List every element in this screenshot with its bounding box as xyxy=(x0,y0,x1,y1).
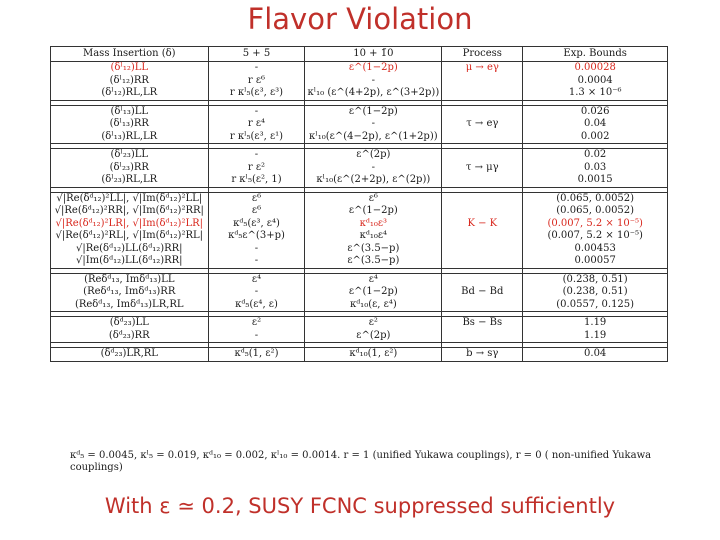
cell-process xyxy=(442,205,523,218)
cell-5-5bar: κᵈ₅(1, ε²) xyxy=(209,348,306,361)
cell-process xyxy=(442,174,523,187)
cell-mass-insertion: (δˡ₁₃)RR xyxy=(51,118,209,131)
table-row xyxy=(51,299,667,312)
cell-10-10bar: κᵈ₁₀(1, ε²) xyxy=(305,348,442,361)
cell-mass-insertion: √|Re(δᵈ₁₂)²LR|, √|Im(δᵈ₁₂)²LR| xyxy=(51,218,209,231)
cell-5-5bar: ε⁴ xyxy=(209,274,306,287)
cell-mass-insertion: (δᵈ₂₃)LL xyxy=(51,317,209,330)
cell-process: b → sγ xyxy=(442,348,523,361)
cell-mass-insertion: (δˡ₁₂)RL,LR xyxy=(51,87,209,100)
cell-10-10bar: κˡ₁₀ (ε^(4+2p), ε^(3+2p)) xyxy=(305,87,442,100)
cell-exp-bound: 0.00453 xyxy=(574,242,616,254)
cell-5-5bar: κᵈ₅(ε³, ε⁴) xyxy=(209,218,306,231)
conclusion-text: With ε ≃ 0.2, SUSY FCNC suppressed sufficiently xyxy=(104,494,616,518)
cell-exp-bound: 0.002 xyxy=(580,130,610,142)
flavor-table xyxy=(50,46,668,362)
table-row xyxy=(51,131,667,144)
cell-10-10bar: κᵈ₁₀(ε, ε⁴) xyxy=(305,299,442,312)
cell-10-10bar: ε^(1−2p) xyxy=(305,286,442,299)
cell-exp-bound: (0.238, 0.51) xyxy=(562,286,628,297)
cell-10-10bar: ε^(1−2p) xyxy=(305,205,442,218)
cell-exp-bound: (0.238, 0.51) xyxy=(562,273,628,285)
cell-exp-bound: 1.3 × 10⁻⁶ xyxy=(568,87,622,98)
cell-exp-bound: 0.0004 xyxy=(577,74,613,86)
table-row xyxy=(51,274,667,287)
cell-process xyxy=(442,87,523,100)
cell-mass-insertion: (δˡ₁₃)RL,LR xyxy=(51,131,209,144)
table-row xyxy=(51,118,667,131)
cell-5-5bar: ε⁶ xyxy=(209,205,306,218)
cell-process: τ → eγ xyxy=(442,118,523,131)
table-header-row xyxy=(51,47,667,62)
header-5-5bar: 5 + 5̄ xyxy=(209,47,306,62)
cell-mass-insertion: (δᵈ₂₃)LR,RL xyxy=(51,348,209,361)
cell-mass-insertion: (δˡ₂₃)RL,LR xyxy=(51,174,209,187)
cell-mass-insertion: (Reδᵈ₁₃, Imδᵈ₁₃)RR xyxy=(51,286,209,299)
slide-title: Flavor Violation xyxy=(247,2,473,36)
cell-mass-insertion: (δˡ₁₃)LL xyxy=(51,106,209,119)
cell-mass-insertion: √|Re(δᵈ₁₂)²LL|, √|Im(δᵈ₁₂)²LL| xyxy=(51,193,209,206)
cell-10-10bar: ε^(1−2p) xyxy=(305,62,442,75)
table-row xyxy=(51,62,667,75)
cell-10-10bar: - xyxy=(305,75,442,88)
cell-5-5bar: - xyxy=(209,255,306,268)
cell-process xyxy=(442,149,523,162)
cell-exp-bound: 0.026 xyxy=(580,105,610,117)
header-process: Process xyxy=(442,47,523,62)
cell-5-5bar: - xyxy=(209,149,306,162)
cell-10-10bar: ε² xyxy=(305,317,442,330)
cell-10-10bar: ε^(3.5−p) xyxy=(305,255,442,268)
footnote: κᵈ₅ = 0.0045, κˡ₅ = 0.019, κᵈ₁₀ = 0.002, κˡ₁₀ = 0.0014. r = 1 (unified Yukawa couplings), r = 0 ( non-unified Yukawa couplings) xyxy=(70,450,652,473)
cell-10-10bar: κᵈ₁₀ε³ xyxy=(305,218,442,231)
cell-exp-bound: 0.02 xyxy=(584,149,607,160)
cell-mass-insertion: (Reδᵈ₁₃, Imδᵈ₁₃)LL xyxy=(51,274,209,287)
cell-mass-insertion: (δˡ₂₃)RR xyxy=(51,162,209,175)
table-row xyxy=(51,75,667,88)
header-exp-bounds: Exp. Bounds xyxy=(523,47,667,62)
cell-exp-bound: 0.04 xyxy=(584,118,607,129)
cell-exp-bound: (0.065, 0.0052) xyxy=(556,192,635,204)
cell-process xyxy=(442,299,523,312)
header-mass-insertion: Mass Insertion (δ) xyxy=(51,47,209,62)
cell-exp-bound: 0.0015 xyxy=(577,174,613,185)
cell-process: μ → eγ xyxy=(442,62,523,75)
table-row xyxy=(51,230,667,243)
cell-5-5bar: r ε² xyxy=(209,162,306,175)
cell-mass-insertion: √|Re(δᵈ₁₂)²RR|, √|Im(δᵈ₁₂)²RR| xyxy=(51,205,209,218)
cell-process xyxy=(442,243,523,256)
cell-10-10bar: ε^(1−2p) xyxy=(305,106,442,119)
cell-process xyxy=(442,274,523,287)
cell-10-10bar: ε^(2p) xyxy=(305,149,442,162)
cell-exp-bound: (0.0557, 0.125) xyxy=(556,298,635,310)
cell-mass-insertion: (δˡ₂₃)LL xyxy=(51,149,209,162)
cell-exp-bound: 0.04 xyxy=(584,348,607,359)
table-row xyxy=(51,317,667,330)
cell-5-5bar: ε⁶ xyxy=(209,193,306,206)
table-row xyxy=(51,174,667,187)
cell-5-5bar: - xyxy=(209,106,306,119)
cell-process: Bs − B̄s xyxy=(442,317,523,330)
table-row xyxy=(51,243,667,256)
cell-10-10bar: ε⁶ xyxy=(305,193,442,206)
cell-5-5bar: r ε⁶ xyxy=(209,75,306,88)
cell-5-5bar: r κˡ₅(ε³, ε³) xyxy=(209,87,306,100)
cell-exp-bound: 0.03 xyxy=(584,161,607,173)
cell-process xyxy=(442,131,523,144)
cell-5-5bar: - xyxy=(209,330,306,343)
table-row xyxy=(51,205,667,218)
cell-10-10bar: κˡ₁₀(ε^(4−2p), ε^(1+2p)) xyxy=(305,131,442,144)
table-row xyxy=(51,255,667,268)
table-row xyxy=(51,218,667,231)
cell-process xyxy=(442,255,523,268)
cell-mass-insertion: (Reδᵈ₁₃, Imδᵈ₁₃)LR,RL xyxy=(51,299,209,312)
cell-10-10bar: κᵈ₁₀ε⁴ xyxy=(305,230,442,243)
cell-process xyxy=(442,193,523,206)
cell-process: Bd − B̄d xyxy=(442,286,523,299)
cell-5-5bar: κᵈ₅ε^(3+p) xyxy=(209,230,306,243)
cell-10-10bar: ε^(2p) xyxy=(305,330,442,343)
cell-process xyxy=(442,230,523,243)
table-row xyxy=(51,87,667,100)
table-row xyxy=(51,348,667,361)
cell-5-5bar: r κˡ₅(ε³, ε¹) xyxy=(209,131,306,144)
cell-exp-bound: 0.00057 xyxy=(574,255,616,266)
cell-exp-bound: (0.007, 5.2 × 10⁻⁵) xyxy=(547,217,643,229)
cell-5-5bar: - xyxy=(209,62,306,75)
table-row xyxy=(51,193,667,206)
cell-process xyxy=(442,330,523,343)
table-row xyxy=(51,149,667,162)
cell-process xyxy=(442,75,523,88)
cell-10-10bar: ε^(3.5−p) xyxy=(305,243,442,256)
cell-mass-insertion: (δˡ₁₂)LL xyxy=(51,62,209,75)
header-10-10bar: 10 + 1̄0 xyxy=(305,47,442,62)
cell-exp-bound: 1.19 xyxy=(584,317,607,328)
cell-exp-bound: (0.007, 5.2 × 10⁻⁵) xyxy=(547,230,643,241)
cell-process xyxy=(442,106,523,119)
cell-10-10bar: - xyxy=(305,162,442,175)
cell-5-5bar: κᵈ₅(ε⁴, ε) xyxy=(209,299,306,312)
cell-exp-bound: 0.00028 xyxy=(574,62,616,73)
table-row xyxy=(51,330,667,343)
cell-5-5bar: - xyxy=(209,243,306,256)
cell-mass-insertion: (δˡ₁₂)RR xyxy=(51,75,209,88)
table-row xyxy=(51,106,667,119)
cell-mass-insertion: √|Re(δᵈ₁₂)LL(δᵈ₁₂)RR| xyxy=(51,243,209,256)
table-row xyxy=(51,286,667,299)
cell-exp-bound: (0.065, 0.0052) xyxy=(556,205,635,216)
cell-mass-insertion: √|Im(δᵈ₁₂)LL(δᵈ₁₂)RR| xyxy=(51,255,209,268)
cell-process: τ → μγ xyxy=(442,162,523,175)
cell-5-5bar: r κˡ₅(ε², 1) xyxy=(209,174,306,187)
cell-process: K − K̄ xyxy=(442,218,523,231)
cell-mass-insertion: √|Re(δᵈ₁₂)²RL|, √|Im(δᵈ₁₂)²RL| xyxy=(51,230,209,243)
cell-10-10bar: - xyxy=(305,118,442,131)
cell-5-5bar: - xyxy=(209,286,306,299)
cell-mass-insertion: (δᵈ₂₃)RR xyxy=(51,330,209,343)
cell-10-10bar: κˡ₁₀(ε^(2+2p), ε^(2p)) xyxy=(305,174,442,187)
table-row xyxy=(51,162,667,175)
cell-exp-bound: 1.19 xyxy=(584,329,607,341)
cell-5-5bar: r ε⁴ xyxy=(209,118,306,131)
cell-10-10bar: ε⁴ xyxy=(305,274,442,287)
cell-5-5bar: ε² xyxy=(209,317,306,330)
